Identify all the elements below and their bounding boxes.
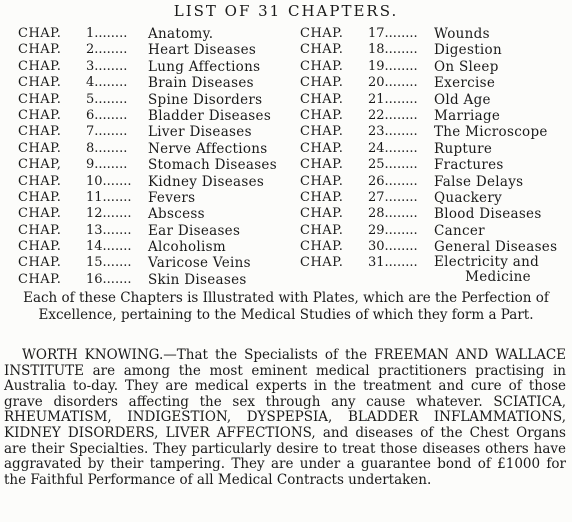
chapter-row [18,272,277,288]
chap-label: CHAP. [18,140,62,156]
chapter-row [18,141,277,157]
chap-label: CHAP. [300,75,344,91]
chapter-row [300,124,562,140]
chap-number: 25........ [368,157,418,173]
chap-label: CHAP. [18,124,62,140]
chap-topic: Skin Diseases [148,271,247,288]
chap-number: 14....... [86,239,132,255]
chap-number: 10....... [86,173,132,189]
chap-number: 6........ [86,107,128,123]
chapter-row [18,255,277,271]
chap-number: 3........ [86,58,128,74]
chap-label: CHAP, [18,157,62,173]
chapter-list-left [18,26,277,288]
chap-number: 15....... [86,255,132,271]
chapter-row [18,108,277,124]
chapter-row [18,239,277,255]
chap-topic: Cancer [434,222,485,239]
chapter-list-right [300,26,562,288]
chapter-row [300,59,562,75]
chapter-row [18,59,277,75]
chap-number: 20........ [368,75,418,91]
chap-topic: Digestion [434,42,502,59]
chap-number: 31........ [368,255,418,271]
chap-label: CHAP. [18,206,62,222]
chap-number: 24........ [368,140,418,156]
chap-number: 28........ [368,206,418,222]
chapter-row [18,92,277,108]
chap-topic: False Delays [434,173,524,190]
chap-label: CHAP. [300,91,344,107]
chapter-row [300,255,562,288]
chapter-row [18,206,277,222]
chap-number: 18........ [368,42,418,58]
chapter-row [18,124,277,140]
chap-label: CHAP. [18,189,62,205]
chap-label: CHAP. [300,222,344,238]
chap-topic: Fractures [434,157,504,174]
chap-topic: Alcoholism [148,239,226,256]
chap-number: 13....... [86,222,132,238]
chap-topic-line2: Medicine [465,269,531,286]
chap-label: CHAP. [300,189,344,205]
chapter-row [18,157,277,173]
chap-topic: Quackery [434,189,503,206]
chap-number: 16....... [86,271,132,287]
chap-label: CHAP. [300,206,344,222]
chap-number: 12....... [86,206,132,222]
chap-topic: Stomach Diseases [148,157,277,174]
chap-topic: Brain Diseases [148,75,254,92]
chap-topic: Exercise [434,75,496,92]
chap-number: 29........ [368,222,418,238]
chap-label: CHAP. [18,75,62,91]
chap-topic: Blood Diseases [434,206,542,223]
chap-number: 2........ [86,42,128,58]
chap-number: 5........ [86,91,128,107]
chap-label: CHAP. [300,173,344,189]
chap-topic [434,255,562,285]
chap-topic: Ear Diseases [148,222,241,239]
chap-topic: Bladder Diseases [148,107,272,124]
chap-number: 26........ [368,173,418,189]
chap-topic-line1: Electricity and [434,254,540,271]
chapter-row [300,108,562,124]
chap-label: CHAP. [18,173,62,189]
chap-label: CHAP. [300,58,344,74]
plates-notice-text: Each of these Chapters is Illustrated with Plates, which are the Perfection of Excellence, pertaining to the Medical Studies of which they form a Part. [23,290,549,323]
chap-label: CHAP. [18,271,62,287]
chap-label: CHAP. [18,222,62,238]
chapter-row [300,75,562,91]
list-title: LIST OF 31 CHAPTERS. [173,2,399,20]
chap-number: 7........ [86,124,128,140]
chap-number: 27........ [368,189,418,205]
chap-number: 22........ [368,107,418,123]
plates-notice [0,290,572,323]
chap-label: CHAP. [300,255,344,271]
chap-topic: Marriage [434,107,501,124]
chap-label: CHAP. [18,107,62,123]
chapter-row [300,239,562,255]
chap-label: CHAP. [18,255,62,271]
chap-topic: Heart Diseases [148,42,257,59]
chapter-row [300,42,562,58]
chapter-row [300,223,562,239]
chap-topic: Varicose Veins [148,255,251,272]
chap-label: CHAP. [300,140,344,156]
chap-topic: Fevers [148,189,196,206]
chapter-row [18,223,277,239]
chap-label: CHAP. [300,124,344,140]
chap-number: 11....... [86,189,132,205]
chap-topic: Spine Disorders [148,91,263,108]
chapter-row [300,92,562,108]
chap-topic: The Microscope [434,124,548,141]
chap-number: 9........ [86,157,128,173]
chapter-row [18,26,277,42]
chap-label: CHAP. [300,26,344,41]
chap-label: CHAP. [300,157,344,173]
chapter-row [18,75,277,91]
chapter-row [300,190,562,206]
chap-topic: Nerve Affections [148,140,268,157]
chap-label: CHAP. [300,42,344,58]
chapter-row [300,206,562,222]
chap-topic: General Diseases [434,239,558,256]
chap-label: CHAP. [300,107,344,123]
chap-number: 1........ [86,26,128,41]
chap-topic: Kidney Diseases [148,173,265,190]
chap-number: 4........ [86,75,128,91]
chap-number: 30........ [368,239,418,255]
chap-number: 8........ [86,140,128,156]
chap-label: CHAP. [300,239,344,255]
chap-topic: Anatomy. [148,26,214,42]
chap-number: 17........ [368,26,418,41]
chap-label: CHAP. [18,42,62,58]
chap-number: 19........ [368,58,418,74]
chap-topic: Lung Affections [148,58,261,75]
chap-topic: Abscess [148,206,205,223]
chapter-row [18,42,277,58]
chap-topic: Wounds [434,26,490,42]
chapter-row [18,190,277,206]
chap-number: 21........ [368,91,418,107]
chap-topic: Liver Diseases [148,124,252,141]
chap-label: CHAP. [18,239,62,255]
chap-label: CHAP. [18,91,62,107]
worth-knowing-paragraph: WORTH KNOWING.—That the Specialists of the FREEMAN AND WALLACE INSTITUTE are among the most eminent medical practitioners practising in Australia to-day. They are medical experts in the treatment and cure of those grave disorders affecting the sex through any cause whatever. SCIATICA, RHEUMATISM, INDIGESTION, DYSPEPSIA, BLADDER INFLAMMATIONS, KIDNEY DISORDERS, LIVER AFFECTIONS, and diseases of the Chest Organs are their Specialties. They particularly desire to treat those diseases others have aggravated by their tampering. They are under a guarantee bond of £1000 for the Faithful Performance of all Medical Contracts undertaken. [4,347,566,488]
chapter-row [300,26,562,42]
chapter-row [300,157,562,173]
chapter-row [300,141,562,157]
chap-label: CHAP. [18,58,62,74]
chapter-row [18,174,277,190]
chap-number: 23........ [368,124,418,140]
chap-topic: Old Age [434,91,491,108]
chap-topic: Rupture [434,140,493,157]
chap-label: CHAP. [18,26,62,41]
chapter-row [300,174,562,190]
chap-topic: On Sleep [434,58,499,75]
